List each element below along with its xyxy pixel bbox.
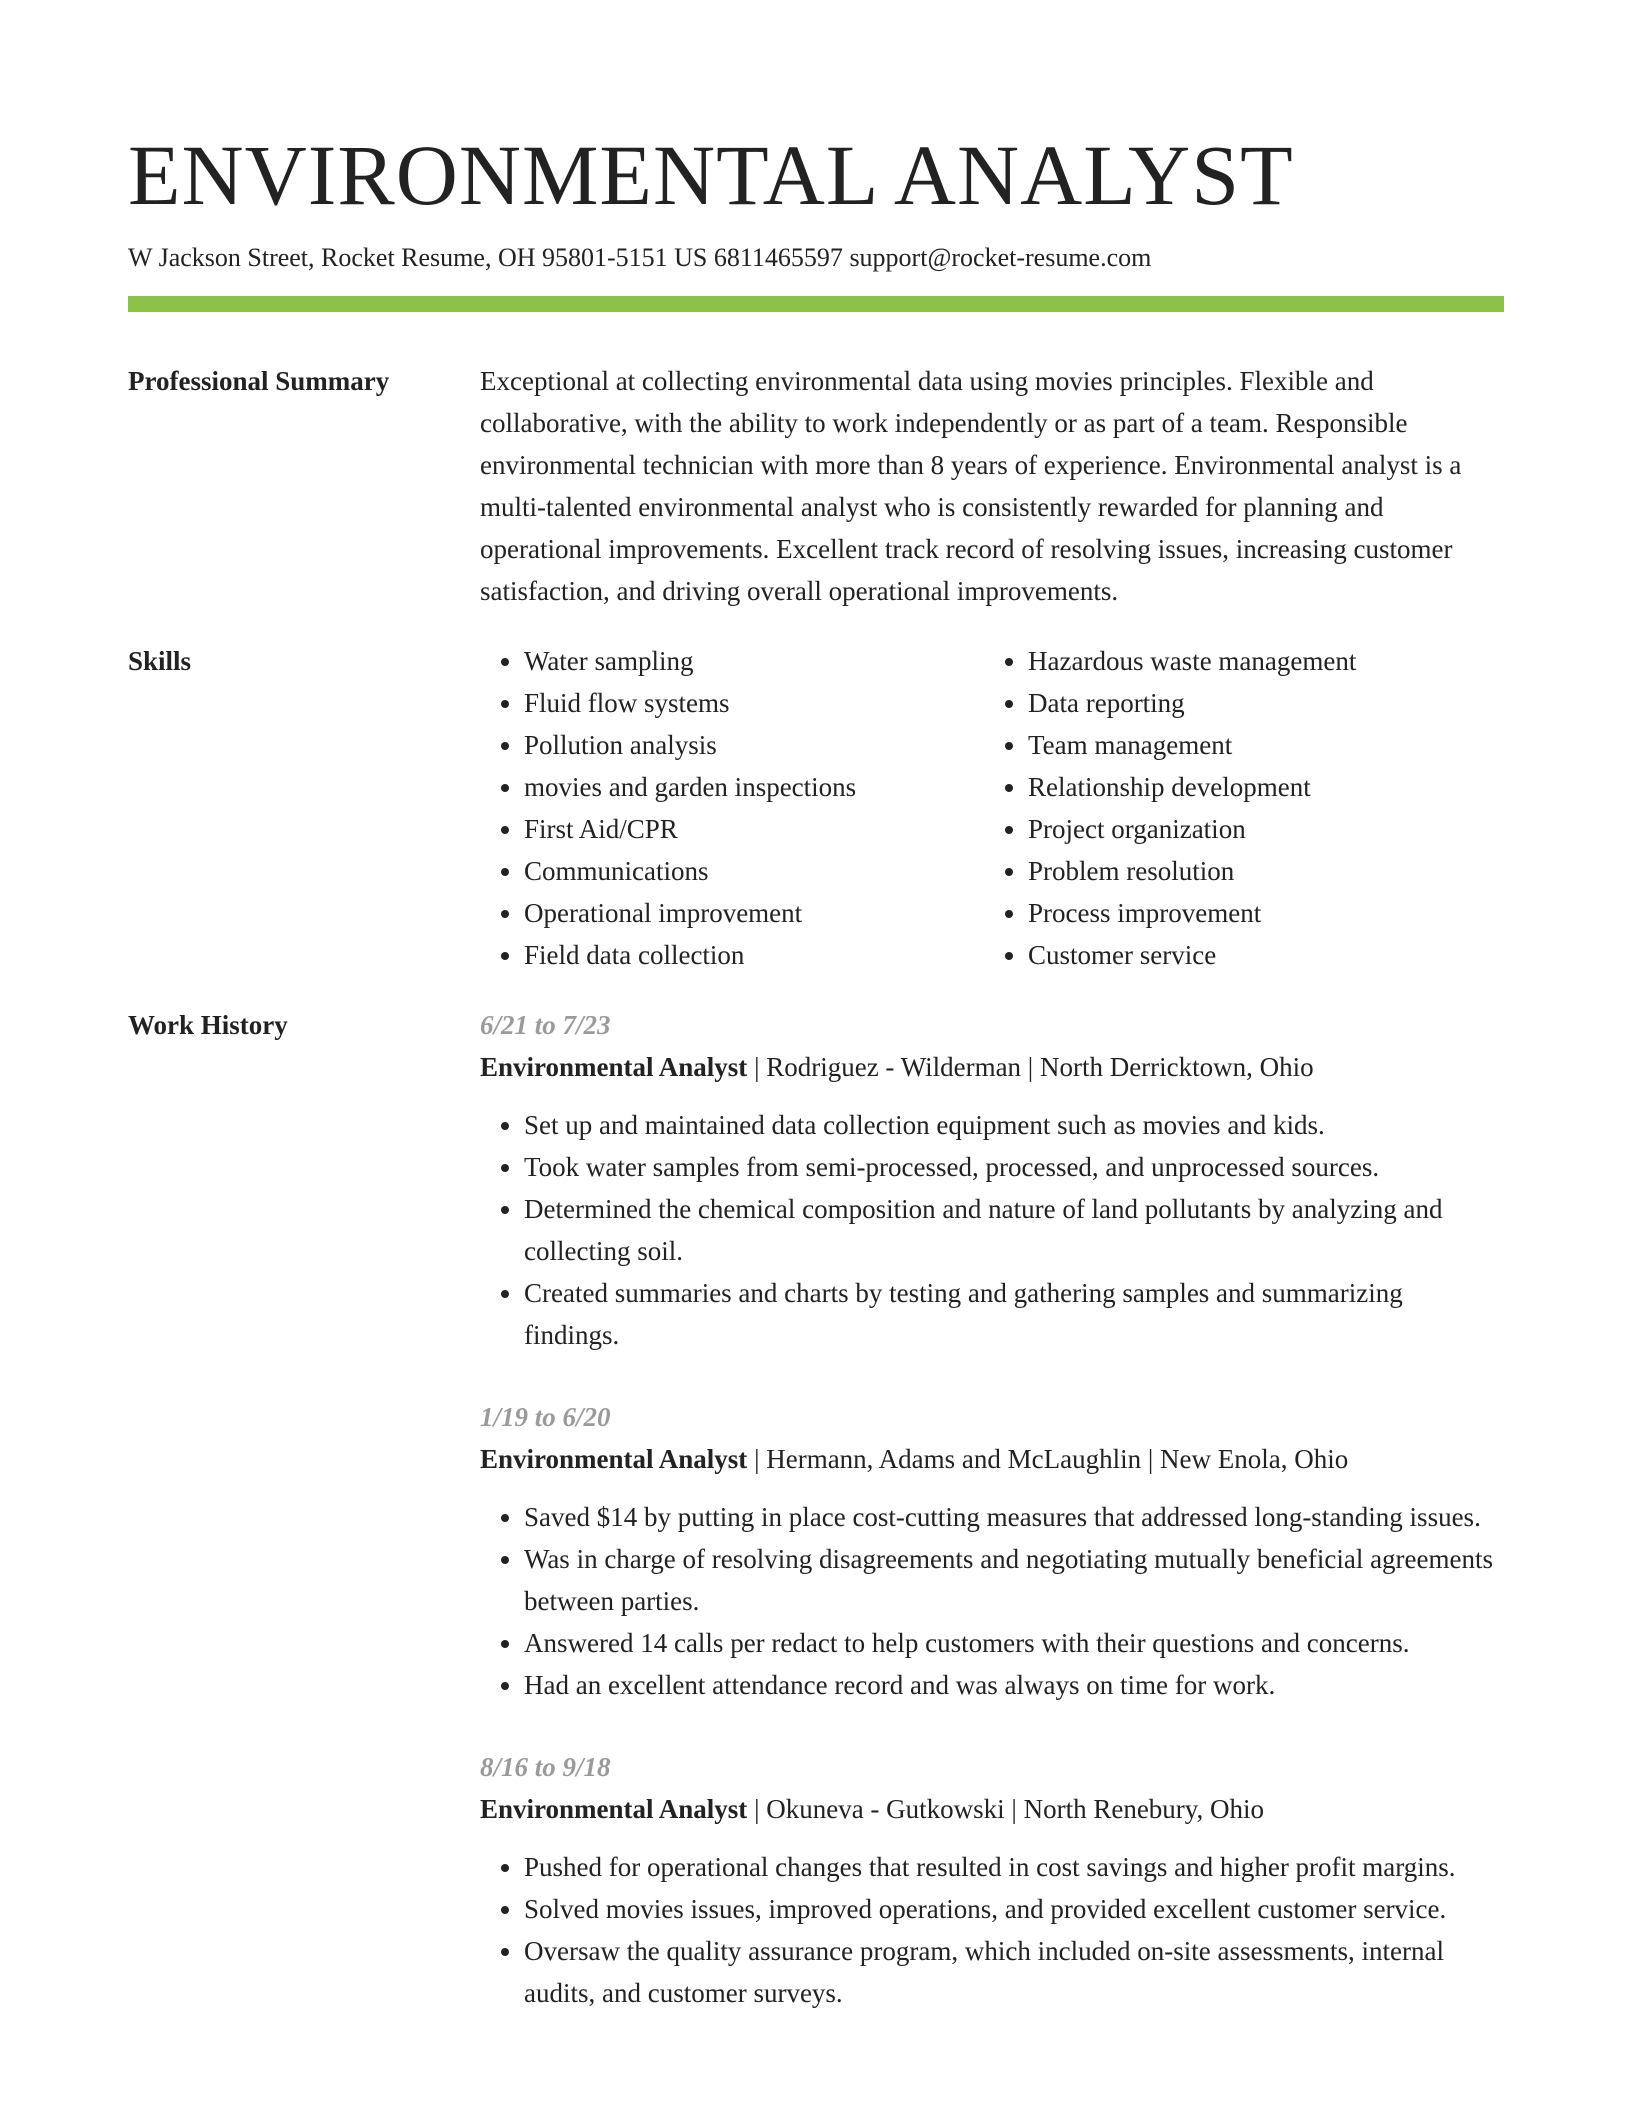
job-header [480,1438,1504,1480]
skill-item: • Process improvement [1028,892,1488,934]
job-title: Environmental Analyst [480,1794,748,1824]
skill-item: • Water sampling [524,640,984,682]
contact-phone: 6811465597 [713,243,843,272]
job-dates: 8/16 to 9/18 [480,1752,611,1782]
job-bullet: • Solved movies issues, improved operations, and provided excellent customer service. [524,1888,1504,1930]
job-bullets [480,1496,1504,1706]
skill-item: • Relationship development [1028,766,1488,808]
job-bullet: • Had an excellent attendance record and was always on time for work. [524,1664,1504,1706]
summary-heading: Professional Summary [128,366,390,396]
contact-address: W Jackson Street, Rocket Resume, OH 95801-5151 US [128,243,708,272]
work-history-heading: Work History [128,1010,288,1040]
skill-item: • Fluid flow systems [524,682,984,724]
resume-name: ENVIRONMENTAL ANALYST [128,127,1294,223]
job-dates: 6/21 to 7/23 [480,1010,611,1040]
skill-item: • Operational improvement [524,892,984,934]
job-header [480,1788,1504,1830]
skills-section [128,640,1504,976]
job-bullet: • Saved $14 by putting in place cost-cutting measures that addressed long-standing issues. [524,1496,1504,1538]
skill-item: • Communications [524,850,984,892]
skill-item: • Problem resolution [1028,850,1488,892]
header-divider [128,296,1504,312]
contact-line [128,238,1504,278]
work-history-section [128,1004,1504,2054]
job-bullet: • Pushed for operational changes that resulted in cost savings and higher profit margins. [524,1846,1504,1888]
job-entry [480,1396,1504,1706]
skills-list-right [984,640,1488,976]
job-bullet: • Answered 14 calls per redact to help customers with their questions and concerns. [524,1622,1504,1664]
skill-item: • Customer service [1028,934,1488,976]
skills-heading: Skills [128,646,192,676]
contact-email: support@rocket-resume.com [849,243,1152,272]
job-title: Environmental Analyst [480,1444,748,1474]
summary-text: Exceptional at collecting environmental data using movies principles. Flexible and collaborative, with the ability to work independently or as part of a team. Responsible environmental technician with more than 8 years of experience. Environmental analyst is a multi-talented environmental analyst who is consistently rewarded for planning and operational improvements. Excellent track record of resolving issues, increasing customer satisfaction, and driving overall operational improvements. [480,366,1462,606]
skill-item: • Hazardous waste management [1028,640,1488,682]
skill-item: • Field data collection [524,934,984,976]
job-bullet: • Was in charge of resolving disagreements and negotiating mutually beneficial agreements between parties. [524,1538,1504,1622]
job-details: | Hermann, Adams and McLaughlin | New Enola, Ohio [747,1444,1349,1474]
skill-item: • movies and garden inspections [524,766,984,808]
skill-item: • Data reporting [1028,682,1488,724]
job-dates: 1/19 to 6/20 [480,1402,611,1432]
job-bullet: • Took water samples from semi-processed, processed, and unprocessed sources. [524,1146,1504,1188]
job-bullet: • Created summaries and charts by testing and gathering samples and summarizing findings. [524,1272,1504,1356]
skill-item: • First Aid/CPR [524,808,984,850]
job-bullet: • Determined the chemical composition and nature of land pollutants by analyzing and collecting soil. [524,1188,1504,1272]
job-bullet: • Oversaw the quality assurance program, which included on-site assessments, internal audits, and customer surveys. [524,1930,1504,2014]
job-details: | Okuneva - Gutkowski | North Renebury, Ohio [747,1794,1265,1824]
job-header [480,1046,1504,1088]
job-bullets [480,1104,1504,1356]
resume-page [128,120,1504,2054]
job-title: Environmental Analyst [480,1052,748,1082]
job-entry [480,1746,1504,2014]
job-entry [480,1004,1504,1356]
job-bullet: • Set up and maintained data collection equipment such as movies and kids. [524,1104,1504,1146]
summary-section [128,360,1504,612]
job-bullets [480,1846,1504,2014]
skill-item: • Pollution analysis [524,724,984,766]
skill-item: • Team management [1028,724,1488,766]
skills-list-left [480,640,984,976]
job-details: | Rodriguez - Wilderman | North Derricktown, Ohio [747,1052,1314,1082]
skill-item: • Project organization [1028,808,1488,850]
